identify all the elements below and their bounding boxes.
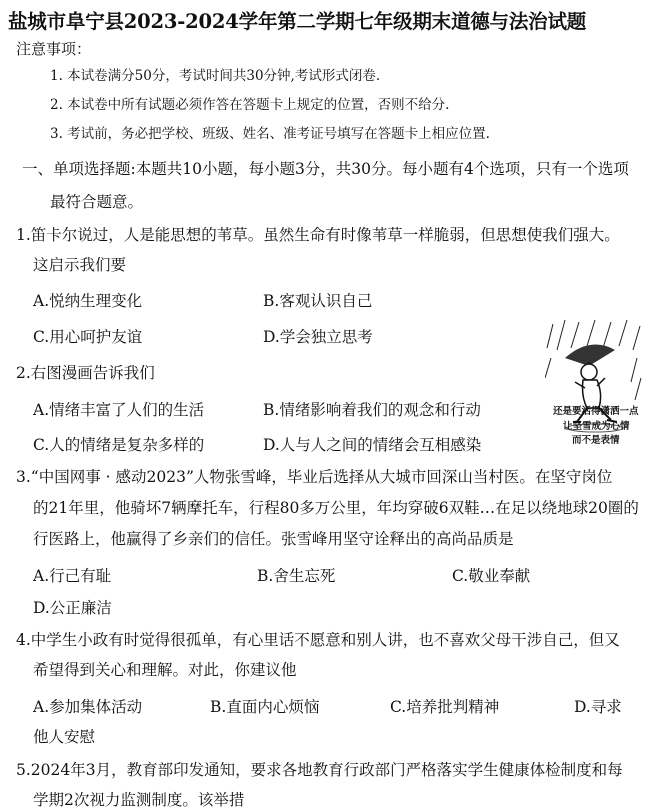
q2-option-d[interactable]: D.人与人之间的情绪会互相感染 <box>263 436 482 454</box>
question-3-stem-cont: 行医路上，他赢得了乡亲们的信任。张雪峰用坚守诠释出的高尚品质是 <box>33 530 514 548</box>
cartoon-caption: 还是要活得潇洒一点 <box>553 406 639 417</box>
question-4-stem-cont: 希望得到关心和理解。对此，你建议他 <box>33 661 297 679</box>
q3-option-b[interactable]: B.舍生忘死 <box>257 567 336 585</box>
q4-option-b[interactable]: B.直面内心烦恼 <box>210 698 320 716</box>
q4-option-c[interactable]: C.培养批判精神 <box>390 698 500 716</box>
question-4-stem: 4.中学生小政有时觉得很孤单，有心里话不愿意和别人讲，也不喜欢父母干涉自己，但又 <box>16 631 620 649</box>
section-heading: 一、单项选择题:本题共10小题，每小题3分，共30分。每小题有4个选项，只有一个选项 <box>22 160 629 178</box>
page-title: 盐城市阜宁县2023-2024学年第二学期七年级期末道德与法治试题 <box>8 10 587 33</box>
notice-item: 2. 本试卷中所有试题必须作答在答题卡上规定的位置，否则不给分. <box>50 97 450 113</box>
q1-option-d[interactable]: D.学会独立思考 <box>263 328 373 346</box>
section-heading-cont: 最符合题意。 <box>50 193 144 211</box>
q3-option-a[interactable]: A.行己有耻 <box>33 567 112 585</box>
question-1-stem-cont: 这启示我们要 <box>33 256 127 274</box>
q4-option-a[interactable]: A.参加集体活动 <box>33 698 143 716</box>
question-1-stem: 1.笛卡尔说过，人是能思想的苇草。虽然生命有时像苇草一样脆弱，但思想使我们强大。 <box>16 226 620 244</box>
q1-option-c[interactable]: C.用心呵护友谊 <box>33 328 143 346</box>
q2-option-a[interactable]: A.情绪丰富了人们的生活 <box>33 401 205 419</box>
question-3-stem-cont: 的21年里，他骑坏7辆摩托车，行程80多万公里，年均穿破6双鞋…在足以绕地球20圈的 <box>33 499 639 517</box>
q1-option-a[interactable]: A.悦纳生理变化 <box>33 292 143 310</box>
notice-item: 1. 本试卷满分50分，考试时间共30分钟,考试形式闭卷. <box>50 68 381 84</box>
q1-option-b[interactable]: B.客观认识自己 <box>263 292 373 310</box>
q2-option-b[interactable]: B.情绪影响着我们的观念和行动 <box>263 401 481 419</box>
notice-item: 3. 考试前，务必把学校、班级、姓名、准考证号填写在答题卡上相应位置. <box>50 126 490 142</box>
question-3-stem: 3.“中国网事 · 感动2023”人物张雪峰，毕业后选择从大城市回深山当村医。在坚守岗位 <box>16 468 613 486</box>
question-2-stem: 2.右图漫画告诉我们 <box>16 364 155 382</box>
question-5-stem-cont: 学期2次视力监测制度。该举措 <box>33 791 245 809</box>
cartoon-caption: 让坚雪成为心情 <box>563 421 630 432</box>
q3-option-d[interactable]: D.公正廉洁 <box>33 599 112 617</box>
notice-heading: 注意事项： <box>16 40 92 58</box>
q3-option-c[interactable]: C.敬业奉献 <box>452 567 531 585</box>
q4-option-d[interactable]: D.寻求 <box>574 698 622 716</box>
q2-option-c[interactable]: C.人的情绪是复杂多样的 <box>33 436 205 454</box>
q4-option-d-cont[interactable]: 他人安慰 <box>33 728 96 746</box>
cartoon-caption: 而不是表情 <box>572 435 620 446</box>
question-5-stem: 5.2024年3月，教育部印发通知，要求各地教育行政部门严格落实学生健康体检制度和每 <box>16 761 623 779</box>
